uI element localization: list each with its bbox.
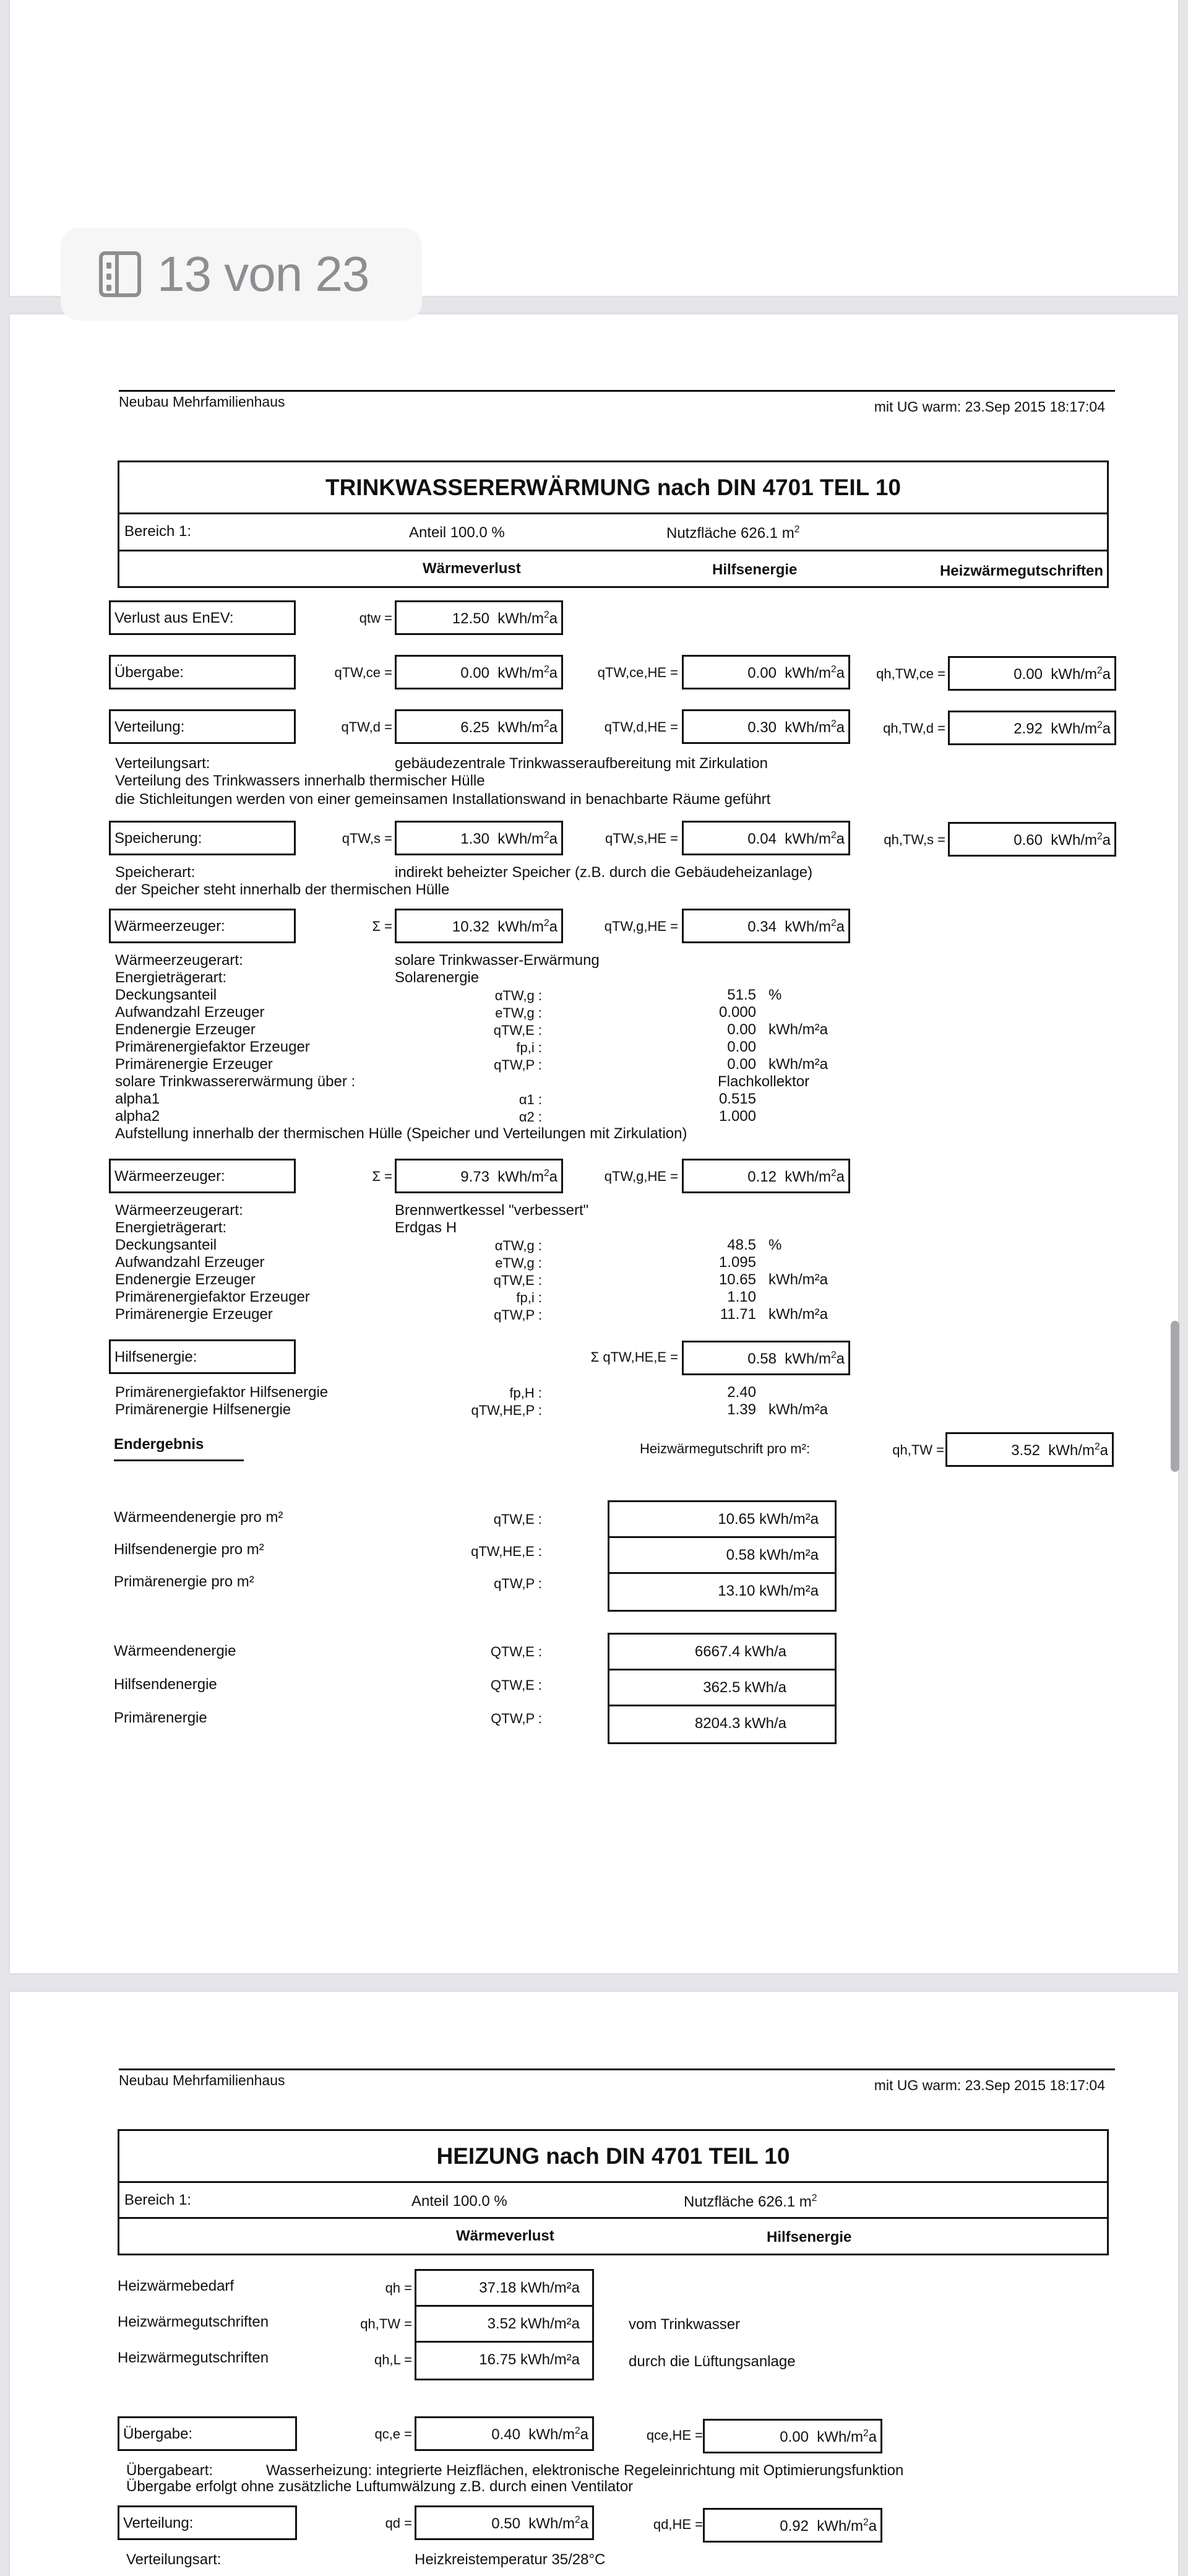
bedarf-symbol: qh,L = bbox=[374, 2352, 412, 2367]
variant-timestamp: mit UG warm: 23.Sep 2015 18:17:04 bbox=[874, 399, 1105, 415]
detail-value: Brennwertkessel "verbessert" bbox=[395, 1202, 589, 1219]
detail-label: Aufwandzahl Erzeuger bbox=[115, 1004, 265, 1021]
detail-number: 1.10 bbox=[727, 1289, 756, 1305]
section-title-table bbox=[118, 2129, 1109, 2255]
bedarf-symbol: qh = bbox=[385, 2280, 412, 2296]
uebergabe-symbol-2: qTW,ce,HE = bbox=[597, 665, 678, 680]
waermeerzeuger-1-label: Wärmeerzeuger: bbox=[109, 909, 296, 943]
bedarf-label: Heizwärmegutschriften bbox=[118, 2349, 269, 2366]
total-symbol: QTW,E : bbox=[490, 1644, 542, 1659]
detail-label: Wärmeerzeugerart: bbox=[115, 1202, 243, 1219]
ergebnis-symbol: qTW,P : bbox=[494, 1576, 542, 1591]
detail-symbol: fp,i : bbox=[516, 1040, 542, 1055]
uebergabe-symbol-2: qce,HE = bbox=[646, 2427, 703, 2443]
detail-label: Primärenergie Erzeuger bbox=[115, 1056, 273, 1073]
detail-number: 0.00 bbox=[727, 1039, 756, 1055]
hilfsenergie-symbol: Σ qTW,HE,E = bbox=[590, 1349, 678, 1365]
bedarf-value: 16.75 kWh/m²a bbox=[479, 2351, 580, 2368]
ergebnis-label: Hilfsendenergie pro m² bbox=[114, 1541, 264, 1558]
uebergabe-value-3: 0.00 kWh/$m^2a$ bbox=[948, 656, 1116, 691]
uebergabe-value-2: 0.00 kWh/$m^2a$ bbox=[682, 655, 850, 689]
verlust-symbol: qtw = bbox=[359, 610, 392, 626]
header-rule bbox=[119, 2068, 1115, 2070]
speicherung-symbol-2: qTW,s,HE = bbox=[605, 831, 678, 846]
bedarf-label: Heizwärmegutschriften bbox=[118, 2314, 269, 2330]
verteilung-symbol-1: qd = bbox=[385, 2515, 412, 2531]
detail-number: 1.39 bbox=[727, 1401, 756, 1418]
speicherart-value: indirekt beheizter Speicher (z.B. durch die Gebäudeheizanlage) bbox=[395, 864, 813, 881]
uebergabeart-value: Wasserheizung: integrierte Heizflächen, elektronische Regeleinrichtung mit Optimierungsfunktion bbox=[266, 2462, 904, 2479]
detail-symbol: qTW,E : bbox=[493, 1273, 542, 1288]
detail-label: solare Trinkwassererwärmung über : bbox=[115, 1073, 356, 1090]
detail-unit: % bbox=[768, 1237, 782, 1253]
uebergabe-value-1: 0.40 kWh/$m^2a$ bbox=[415, 2416, 594, 2451]
detail-symbol: α2 : bbox=[519, 1109, 542, 1125]
detail-unit: kWh/m²a bbox=[768, 1306, 828, 1323]
gutschrift-symbol: qh,TW = bbox=[892, 1442, 944, 1458]
variant-timestamp: mit UG warm: 23.Sep 2015 18:17:04 bbox=[874, 2077, 1105, 2093]
uebergabe-value-1: 0.00 kWh/$m^2a$ bbox=[395, 655, 563, 689]
col-hilfsenergie: Hilfsenergie bbox=[767, 2229, 852, 2245]
ergebnis-label: Primärenergie pro m² bbox=[114, 1573, 254, 1590]
waermeerzeuger-1-value-2: 0.34 kWh/$m^2a$ bbox=[682, 909, 850, 943]
detail-value: Erdgas H bbox=[395, 1219, 457, 1236]
verteilung-value-1: 6.25 kWh/$m^2a$ bbox=[395, 709, 563, 744]
speicher-note: der Speicher steht innerhalb der thermischen Hülle bbox=[115, 881, 450, 898]
endergebnis-heading: Endergebnis bbox=[114, 1436, 204, 1453]
verteilung-symbol-3: qh,TW,d = bbox=[883, 720, 945, 736]
anteil-value: Anteil 100.0 % bbox=[409, 524, 505, 541]
detail-number: 11.71 bbox=[720, 1306, 756, 1323]
verlust-label: Verlust aus EnEV: bbox=[109, 600, 296, 635]
sidebar-toggle-icon[interactable] bbox=[99, 251, 141, 297]
verteilung-value-3: 2.92 kWh/$m^2a$ bbox=[948, 711, 1116, 745]
ergebnis-value: 13.10 kWh/m²a bbox=[718, 1583, 819, 1599]
verteilung-value-1: 0.50 kWh/$m^2a$ bbox=[415, 2505, 594, 2540]
uebergabe-symbol-3: qh,TW,ce = bbox=[876, 666, 945, 681]
verteilung-note-1: Verteilung des Trinkwassers innerhalb thermischer Hülle bbox=[115, 772, 485, 789]
bedarf-symbol: qh,TW = bbox=[360, 2316, 412, 2332]
waermeerzeuger-1-symbol-1: Σ = bbox=[372, 918, 392, 934]
verteilung-symbol-1: qTW,d = bbox=[341, 719, 392, 735]
speicherung-symbol-3: qh,TW,s = bbox=[884, 832, 945, 847]
detail-symbol: qTW,P : bbox=[494, 1307, 542, 1323]
detail-number: 10.65 bbox=[718, 1271, 756, 1288]
nutzflaeche-value: Nutzfläche 626.1 $m^2$ bbox=[666, 524, 800, 542]
bedarf-note: vom Trinkwasser bbox=[629, 2316, 741, 2333]
verteilungsart-label: Verteilungsart: bbox=[115, 755, 210, 772]
waermeerzeuger-1-value-1: 10.32 kWh/$m^2a$ bbox=[395, 909, 563, 943]
project-name: Neubau Mehrfamilienhaus bbox=[119, 394, 285, 410]
verteilung-symbol-2: qTW,d,HE = bbox=[604, 719, 678, 735]
endergebnis-underline bbox=[114, 1459, 244, 1461]
bedarf-value: 3.52 kWh/m²a bbox=[416, 2307, 592, 2343]
detail-number: 1.000 bbox=[718, 1108, 756, 1125]
detail-value: solare Trinkwasser-Erwärmung bbox=[395, 952, 600, 969]
col-heizwaermegutschriften: Heizwärmegutschriften bbox=[939, 563, 1103, 579]
gutschrift-label: Heizwärmegutschrift pro m²: bbox=[640, 1441, 811, 1456]
total-symbol: QTW,E : bbox=[490, 1677, 542, 1693]
detail-unit: kWh/m²a bbox=[768, 1021, 828, 1038]
detail-label: alpha2 bbox=[115, 1108, 160, 1125]
kollektor-type: Flachkollektor bbox=[718, 1073, 810, 1090]
project-name: Neubau Mehrfamilienhaus bbox=[119, 2072, 285, 2088]
detail-unit: kWh/m²a bbox=[768, 1056, 828, 1073]
verteilung-label: Verteilung: bbox=[118, 2505, 297, 2540]
detail-value: Solarenergie bbox=[395, 969, 480, 986]
bedarf-value: 37.18 kWh/m²a bbox=[416, 2271, 592, 2307]
total-value: 8204.3 kWh/a bbox=[694, 1715, 786, 1732]
waermeerzeuger-2-value-1: 9.73 kWh/$m^2a$ bbox=[395, 1159, 563, 1193]
detail-label: Energieträgerart: bbox=[115, 1219, 227, 1236]
hilfsenergie-label: Hilfsenergie: bbox=[109, 1339, 296, 1374]
detail-label: Primärenergiefaktor Erzeuger bbox=[115, 1039, 310, 1055]
waermeerzeuger-2-symbol-1: Σ = bbox=[372, 1169, 392, 1184]
page-indicator[interactable] bbox=[61, 228, 422, 321]
verteilungsart-value: Heizkreistemperatur 35/28°C bbox=[415, 2551, 606, 2568]
speicherung-value-1: 1.30 kWh/$m^2a$ bbox=[395, 821, 563, 855]
verteilung-note-2: die Stichleitungen werden von einer gemeinsamen Installationswand in benachbarte Räume geführt bbox=[115, 791, 771, 808]
detail-unit: % bbox=[768, 987, 782, 1003]
detail-label: alpha1 bbox=[115, 1091, 160, 1107]
detail-symbol: fp,i : bbox=[516, 1290, 542, 1305]
verteilung-symbol-2: qd,HE = bbox=[653, 2517, 703, 2532]
detail-label: Wärmeerzeugerart: bbox=[115, 952, 243, 969]
waermeerzeuger-2-label: Wärmeerzeuger: bbox=[109, 1159, 296, 1193]
per-m2-results-box bbox=[608, 1500, 837, 1612]
detail-symbol: qTW,HE,P : bbox=[471, 1403, 542, 1418]
verteilungsart-label: Verteilungsart: bbox=[126, 2551, 222, 2568]
col-waermeverlust: Wärmeverlust bbox=[456, 2228, 554, 2244]
bereich-label: Bereich 1: bbox=[124, 2192, 192, 2208]
total-value: 6667.4 kWh/a bbox=[609, 1635, 835, 1671]
bedarf-label: Heizwärmebedarf bbox=[118, 2278, 235, 2294]
detail-symbol: eTW,g : bbox=[495, 1005, 542, 1021]
total-label: Wärmeendenergie bbox=[114, 1643, 236, 1659]
detail-symbol: fp,H : bbox=[509, 1385, 542, 1401]
gutschrift-value: 3.52 kWh/$m^2a$ bbox=[945, 1432, 1114, 1467]
ergebnis-label: Wärmeendenergie pro m² bbox=[114, 1509, 283, 1526]
uebergabe-note: Übergabe erfolgt ohne zusätzliche Luftumwälzung z.B. durch einen Ventilator bbox=[126, 2478, 634, 2495]
waermeerzeuger-1-symbol-2: qTW,g,HE = bbox=[604, 918, 678, 934]
totals-results-box bbox=[608, 1633, 837, 1744]
waermeerzeuger-2-value-2: 0.12 kWh/$m^2a$ bbox=[682, 1159, 850, 1193]
bedarf-note: durch die Lüftungsanlage bbox=[629, 2353, 796, 2370]
header-rule bbox=[119, 390, 1115, 392]
verteilung-value-2: 0.30 kWh/$m^2a$ bbox=[682, 709, 850, 744]
page-counter: 13 von 23 bbox=[157, 246, 369, 301]
ergebnis-value: 10.65 kWh/m²a bbox=[609, 1502, 835, 1538]
detail-label: Endenergie Erzeuger bbox=[115, 1271, 256, 1288]
ergebnis-symbol: qTW,E : bbox=[493, 1511, 542, 1527]
detail-symbol: qTW,P : bbox=[494, 1057, 542, 1073]
detail-label: Primärenergiefaktor Erzeuger bbox=[115, 1289, 310, 1305]
document-page-13 bbox=[10, 314, 1178, 1973]
section-title-table bbox=[118, 460, 1109, 588]
detail-number: 2.40 bbox=[727, 1384, 756, 1401]
vertical-scrollbar[interactable] bbox=[1171, 1321, 1179, 1472]
speicherung-symbol-1: qTW,s = bbox=[342, 831, 392, 846]
detail-symbol: eTW,g : bbox=[495, 1255, 542, 1271]
total-value: 362.5 kWh/a bbox=[609, 1671, 835, 1706]
detail-number: 51.5 bbox=[727, 987, 756, 1003]
speicherung-value-3: 0.60 kWh/$m^2a$ bbox=[948, 822, 1116, 857]
uebergabeart-label: Übergabeart: bbox=[126, 2462, 213, 2479]
total-label: Primärenergie bbox=[114, 1709, 207, 1726]
detail-symbol: αTW,g : bbox=[494, 1238, 542, 1253]
speicherung-value-2: 0.04 kWh/$m^2a$ bbox=[682, 821, 850, 855]
verteilung-value-2: 0.92 kWh/$m^2a$ bbox=[703, 2508, 882, 2543]
uebergabe-symbol-1: qc,e = bbox=[374, 2426, 412, 2442]
detail-label: Primärenergiefaktor Hilfsenergie bbox=[115, 1384, 329, 1401]
bereich-label: Bereich 1: bbox=[124, 523, 192, 540]
detail-number: 0.00 bbox=[727, 1056, 756, 1073]
uebergabe-label: Übergabe: bbox=[109, 655, 296, 689]
speicherart-label: Speicherart: bbox=[115, 864, 196, 881]
detail-number: 0.515 bbox=[718, 1091, 756, 1107]
detail-label: Deckungsanteil bbox=[115, 987, 217, 1003]
detail-symbol: αTW,g : bbox=[494, 988, 542, 1003]
bedarf-box bbox=[415, 2269, 594, 2380]
verteilung-label: Verteilung: bbox=[109, 709, 296, 744]
total-label: Hilfsendenergie bbox=[114, 1676, 217, 1693]
detail-label: Endenergie Erzeuger bbox=[115, 1021, 256, 1038]
verteilungsart-value: gebäudezentrale Trinkwasseraufbereitung mit Zirkulation bbox=[395, 755, 768, 772]
aufstellung-note: Aufstellung innerhalb der thermischen Hülle (Speicher und Verteilungen mit Zirkulation) bbox=[115, 1125, 687, 1142]
nutzflaeche-value: Nutzfläche 626.1 $m^2$ bbox=[684, 2193, 817, 2210]
detail-number: 0.00 bbox=[727, 1021, 756, 1038]
speicherung-label: Speicherung: bbox=[109, 821, 296, 855]
waermeerzeuger-2-symbol-2: qTW,g,HE = bbox=[604, 1169, 678, 1184]
uebergabe-symbol-1: qTW,ce = bbox=[334, 665, 392, 680]
detail-unit: kWh/m²a bbox=[768, 1271, 828, 1288]
verlust-value: 12.50 kWh/$m^2a$ bbox=[395, 600, 563, 635]
detail-unit: kWh/m²a bbox=[768, 1401, 828, 1418]
page-title: TRINKWASSERERWÄRMUNG nach DIN 4701 TEIL 10 bbox=[325, 475, 901, 500]
total-symbol: QTW,P : bbox=[491, 1711, 542, 1726]
detail-label: Primärenergie Erzeuger bbox=[115, 1306, 273, 1323]
page-title: HEIZUNG nach DIN 4701 TEIL 10 bbox=[436, 2143, 790, 2169]
detail-number: 0.000 bbox=[718, 1004, 756, 1021]
col-hilfsenergie: Hilfsenergie bbox=[712, 561, 798, 578]
detail-label: Deckungsanteil bbox=[115, 1237, 217, 1253]
document-page-14 bbox=[10, 1992, 1178, 2576]
detail-label: Aufwandzahl Erzeuger bbox=[115, 1254, 265, 1271]
hilfsenergie-value: 0.58 kWh/$m^2a$ bbox=[682, 1341, 850, 1375]
uebergabe-value-2: 0.00 kWh/$m^2a$ bbox=[703, 2419, 882, 2453]
detail-number: 1.095 bbox=[718, 1254, 756, 1271]
detail-symbol: α1 : bbox=[519, 1092, 542, 1107]
ergebnis-value: 0.58 kWh/m²a bbox=[609, 1538, 835, 1574]
ergebnis-symbol: qTW,HE,E : bbox=[471, 1544, 542, 1559]
detail-symbol: qTW,E : bbox=[493, 1022, 542, 1038]
detail-label: Energieträgerart: bbox=[115, 969, 227, 986]
anteil-value: Anteil 100.0 % bbox=[411, 2193, 507, 2210]
col-waermeverlust: Wärmeverlust bbox=[423, 560, 521, 577]
uebergabe-label: Übergabe: bbox=[118, 2416, 297, 2451]
detail-label: Primärenergie Hilfsenergie bbox=[115, 1401, 291, 1418]
detail-number: 48.5 bbox=[727, 1237, 756, 1253]
